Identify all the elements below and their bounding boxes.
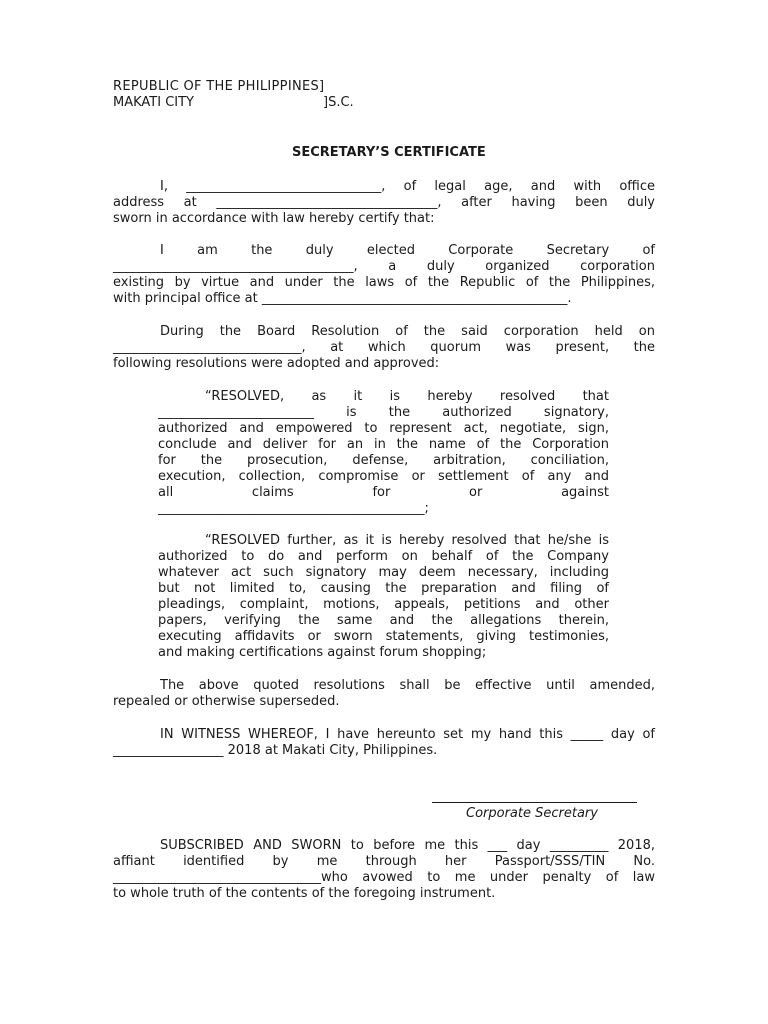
resolved2-line: papers, verifying the same and the allegations therein, (158, 613, 609, 628)
para2-line: _____________________________________, a duly organized corporation (113, 259, 655, 274)
resolved2-line: but not limited to, causing the preparation and filing of (158, 581, 609, 596)
resolved1-line: ________________________ is the authorized signatory, (158, 405, 609, 420)
jurat-line: ________________________________who avowed to me under penalty of law (113, 870, 655, 885)
resolved1-line: execution, collection, compromise or settlement of any and (158, 469, 609, 484)
para1-line: I, ______________________________, of legal age, and with office (160, 179, 655, 194)
para3-line: During the Board Resolution of the said corporation held on (160, 324, 655, 339)
para1-line: sworn in accordance with law hereby certify that: (113, 211, 435, 226)
document-title: SECRETARY’S CERTIFICATE (292, 145, 486, 160)
signature-label: Corporate Secretary (466, 806, 598, 821)
jurat-line: SUBSCRIBED AND SWORN to before me this ___ day _________ 2018, (160, 838, 655, 853)
para4-line: repealed or otherwise superseded. (113, 694, 340, 709)
resolved1-line: all claims for or against (158, 485, 609, 500)
header-republic: REPUBLIC OF THE PHILIPPINES] (113, 79, 325, 94)
para3-line: _____________________________, at which quorum was present, the (113, 340, 655, 355)
witness-line: IN WITNESS WHEREOF, I have hereunto set my hand this _____ day of (160, 727, 655, 742)
resolved1-line: “RESOLVED, as it is hereby resolved that (205, 389, 609, 404)
para2-line: existing by virtue and under the laws of the Republic of the Philippines, (113, 275, 655, 290)
para3-line: following resolutions were adopted and approved: (113, 356, 440, 371)
para2-line: I am the duly elected Corporate Secretary of (160, 243, 655, 258)
jurat-line: to whole truth of the contents of the foregoing instrument. (113, 886, 496, 901)
resolved2-line: “RESOLVED further, as it is hereby resolved that he/she is (205, 533, 609, 548)
signature-line (432, 802, 637, 803)
resolved2-line: authorized to do and perform on behalf of the Company (158, 549, 609, 564)
header-sc: ]S.C. (323, 95, 354, 110)
resolved1-line: for the prosecution, defense, arbitration, conciliation, (158, 453, 609, 468)
para4-line: The above quoted resolutions shall be effective until amended, (160, 678, 655, 693)
para1-line: address at __________________________________, after having been duly (113, 195, 655, 210)
resolved1-line: conclude and deliver for an in the name of the Corporation (158, 437, 609, 452)
jurat-line: affiant identified by me through her Passport/SSS/TIN No. (113, 854, 655, 869)
resolved1-line: _________________________________________; (158, 501, 429, 516)
resolved1-line: authorized and empowered to represent act, negotiate, sign, (158, 421, 609, 436)
resolved2-line: and making certifications against forum shopping; (158, 645, 487, 660)
resolved2-line: whatever act such signatory may deem necessary, including (158, 565, 609, 580)
header-city: MAKATI CITY (113, 95, 194, 110)
resolved2-line: pleadings, complaint, motions, appeals, petitions and other (158, 597, 609, 612)
para2-line: with principal office at _______________________________________________. (113, 291, 572, 306)
resolved2-line: executing affidavits or sworn statements, giving testimonies, (158, 629, 609, 644)
witness-line: _________________ 2018 at Makati City, Philippines. (113, 743, 438, 758)
